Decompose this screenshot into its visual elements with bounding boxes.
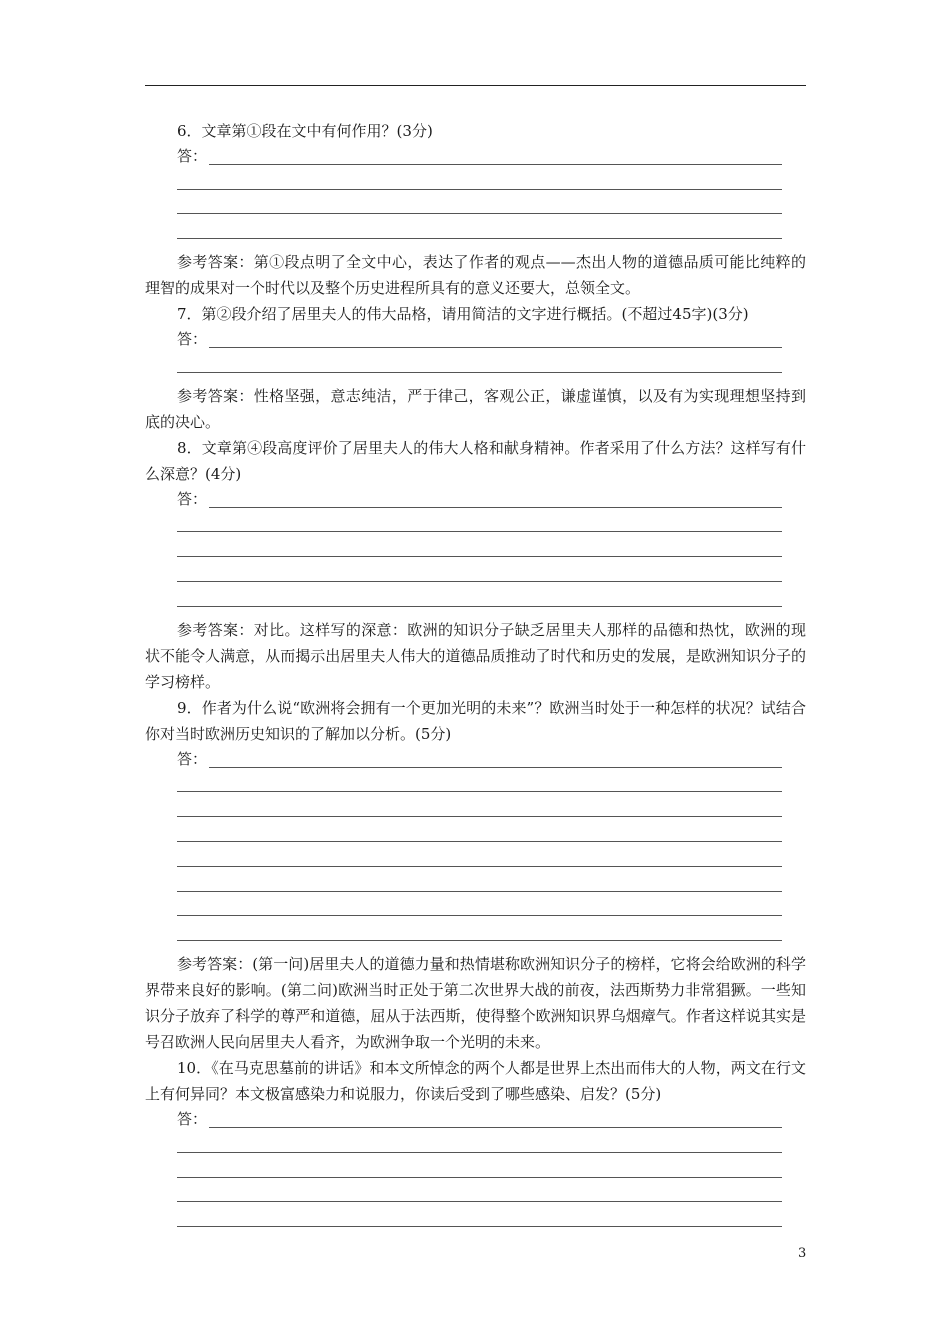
reference-answer-8: 参考答案：对比。这样写的深意：欧洲的知识分子缺乏居里夫人那样的品德和热忱，欧洲的现状不能令人满意，从而揭示出居里夫人伟大的道德品质推动了时代和历史的发展，是欧洲知识分子的学习榜样。 bbox=[145, 620, 806, 691]
answer-line[interactable] bbox=[177, 352, 806, 377]
worksheet-body bbox=[145, 118, 806, 1231]
question-8: 8．文章第④段高度评价了居里夫人的伟大人格和献身精神。作者采用了什么方法？这样写有什么深意？(4分) bbox=[145, 438, 806, 483]
answer-line[interactable] bbox=[177, 896, 806, 921]
answer-line[interactable] bbox=[177, 1206, 806, 1231]
page-number: 3 bbox=[798, 1246, 807, 1261]
answer-label: 答： bbox=[177, 749, 208, 768]
answer-line[interactable] bbox=[177, 920, 806, 945]
answer-line[interactable] bbox=[177, 327, 806, 352]
question-6: 6．文章第①段在文中有何作用？(3分) bbox=[177, 122, 433, 140]
answer-line[interactable] bbox=[177, 772, 806, 797]
answer-line[interactable] bbox=[177, 1132, 806, 1157]
answer-line[interactable] bbox=[177, 487, 806, 512]
answer-line[interactable] bbox=[177, 846, 806, 871]
answer-line[interactable] bbox=[177, 169, 806, 194]
answer-line[interactable] bbox=[177, 871, 806, 896]
answer-line[interactable] bbox=[177, 536, 806, 561]
answer-line[interactable] bbox=[177, 512, 806, 537]
answer-line[interactable] bbox=[177, 1157, 806, 1182]
reference-answer-6: 参考答案：第①段点明了全文中心，表达了作者的观点——杰出人物的道德品质可能比纯粹的理智的成果对一个时代以及整个历史进程所具有的意义还要大，总领全文。 bbox=[145, 253, 806, 298]
answer-area-8[interactable] bbox=[177, 487, 806, 611]
answer-label: 答： bbox=[177, 489, 208, 508]
reference-answer-9: 参考答案：(第一问)居里夫人的道德力量和热情堪称欧洲知识分子的榜样，它将会给欧洲的科学界带来良好的影响。(第二问)欧洲当时正处于第二次世界大战的前夜，法西斯势力非常猖獗。一些知识分子放弃了科学的尊严和道德，屈从于法西斯，使得整个欧洲知识界乌烟瘴气。作者这样说其实是号召欧洲人民向居里夫人看齐，为欧洲争取一个光明的未来。 bbox=[145, 955, 806, 1052]
answer-line[interactable] bbox=[177, 144, 806, 169]
answer-line[interactable] bbox=[177, 796, 806, 821]
question-7: 7．第②段介绍了居里夫人的伟大品格，请用简洁的文字进行概括。(不超过45字)(3分) bbox=[177, 305, 749, 324]
answer-label: 答： bbox=[177, 1110, 208, 1129]
reference-answer-7: 参考答案：性格坚强，意志纯洁，严于律己，客观公正，谦虚谨慎，以及有为实现理想坚持到底的决心。 bbox=[145, 386, 806, 431]
answer-area-7[interactable] bbox=[177, 327, 806, 377]
answer-line[interactable] bbox=[177, 586, 806, 611]
answer-label: 答： bbox=[177, 330, 208, 349]
answer-area-6[interactable] bbox=[177, 144, 806, 243]
answer-label: 答： bbox=[177, 147, 208, 165]
header-rule bbox=[145, 85, 806, 86]
question-10: 10．《在马克思墓前的讲话》和本文所悼念的两个人都是世界上杰出而伟大的人物，两文在行文上有何异同？本文极富感染力和说服力，你读后受到了哪些感染、启发？(5分) bbox=[145, 1059, 806, 1104]
answer-line[interactable] bbox=[177, 747, 806, 772]
answer-area-9[interactable] bbox=[177, 747, 806, 945]
question-9: 9．作者为什么说“欧洲将会拥有一个更加光明的未来”？欧洲当时处于一种怎样的状况？试结合你对当时欧洲历史知识的了解加以分析。(5分) bbox=[145, 698, 806, 743]
answer-line[interactable] bbox=[177, 1182, 806, 1207]
answer-line[interactable] bbox=[177, 194, 806, 219]
answer-line[interactable] bbox=[177, 821, 806, 846]
answer-line[interactable] bbox=[177, 1107, 806, 1132]
answer-area-10[interactable] bbox=[177, 1107, 806, 1231]
answer-line[interactable] bbox=[177, 561, 806, 586]
answer-line[interactable] bbox=[177, 218, 806, 243]
